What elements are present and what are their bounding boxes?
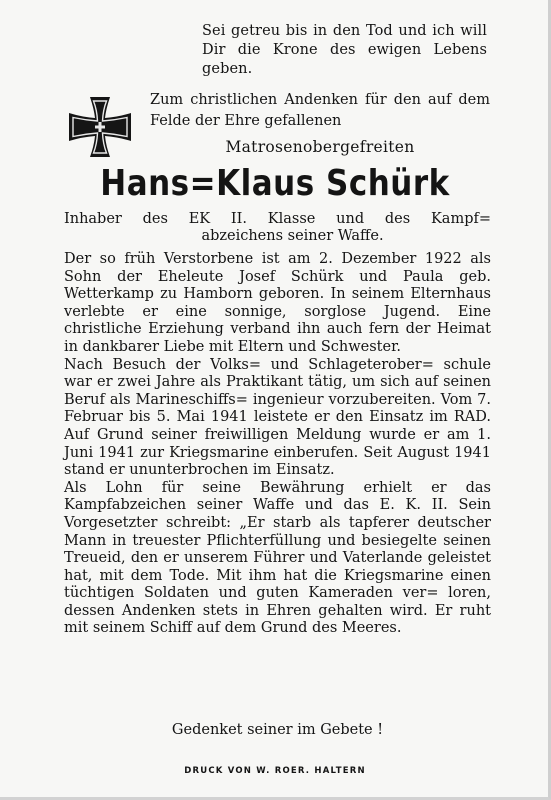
decorations-line-2: abzeichens seiner Waffe. [201,228,384,244]
biography [64,251,491,638]
memorial-dedication: Zum christlichen Andenken für den auf dem Felde der Ehre gefallenen [150,92,490,129]
military-rank: Matrosenobergefreiten [225,138,415,156]
biography-paragraph-3: Als Lohn für seine Bewährung erhielt er das Kampfabzeichen seiner Waffe und das E. K. II. Sein Vorgesetzter schreibt: „Er starb als tapferer deutscher Mann in treuester Pflichterfüllung und besiegelte seinen Treueid, den er unserem Führer und Vaterlande geleistet hat, mit dem Tode. Mit ihm hat die Kriegsmarine einen tüchtigen Soldaten und guten Kameraden ver= loren, dessen Andenken stets in Ehren gehalten wird. Er ruht mit seinem Schiff auf dem Grund des Meeres. [64,479,491,637]
iron-cross-icon [68,96,132,158]
decorations [64,211,491,245]
biography-paragraph-2: Nach Besuch der Volks= und Schlageterober= schule war er zwei Jahre als Praktikant tätig, um sich auf seinen Beruf als Marineschiffs= ingenieur vorzubereiten. Vom 7. Februar bis 5. Mai 1941 leistete er den Einsatz im RAD. Auf Grund seiner freiwilligen Meldung wurde er am 1. Juni 1941 zur Kriegsmarine einberufen. Seit August 1941 stand er ununterbrochen im Einsatz. [64,356,491,479]
decorations-line-1: Inhaber des EK II. Klasse und des Kampf= [64,211,491,227]
biography-paragraph-1: Der so früh Verstorbene ist am 2. Dezember 1922 als Sohn der Eheleute Josef Schürk und Paula geb. Wetterkamp zu Hamborn geboren. In seinem Elternhaus verlebte er eine sonnige, sorglose Jugend. Eine christliche Erziehung verband ihn auch fern der Heimat in dankbarer Liebe mit Eltern und Schwester. [64,251,491,355]
deceased-name: Hans=Klaus Schürk [100,163,450,205]
bible-verse: Sei getreu bis in den Tod und ich will Dir die Krone des ewigen Lebens geben. [202,23,487,77]
closing-prayer: Gedenket seiner im Gebete ! [171,722,384,738]
printer-imprint: DRUCK VON W. ROER. HALTERN [184,766,366,776]
